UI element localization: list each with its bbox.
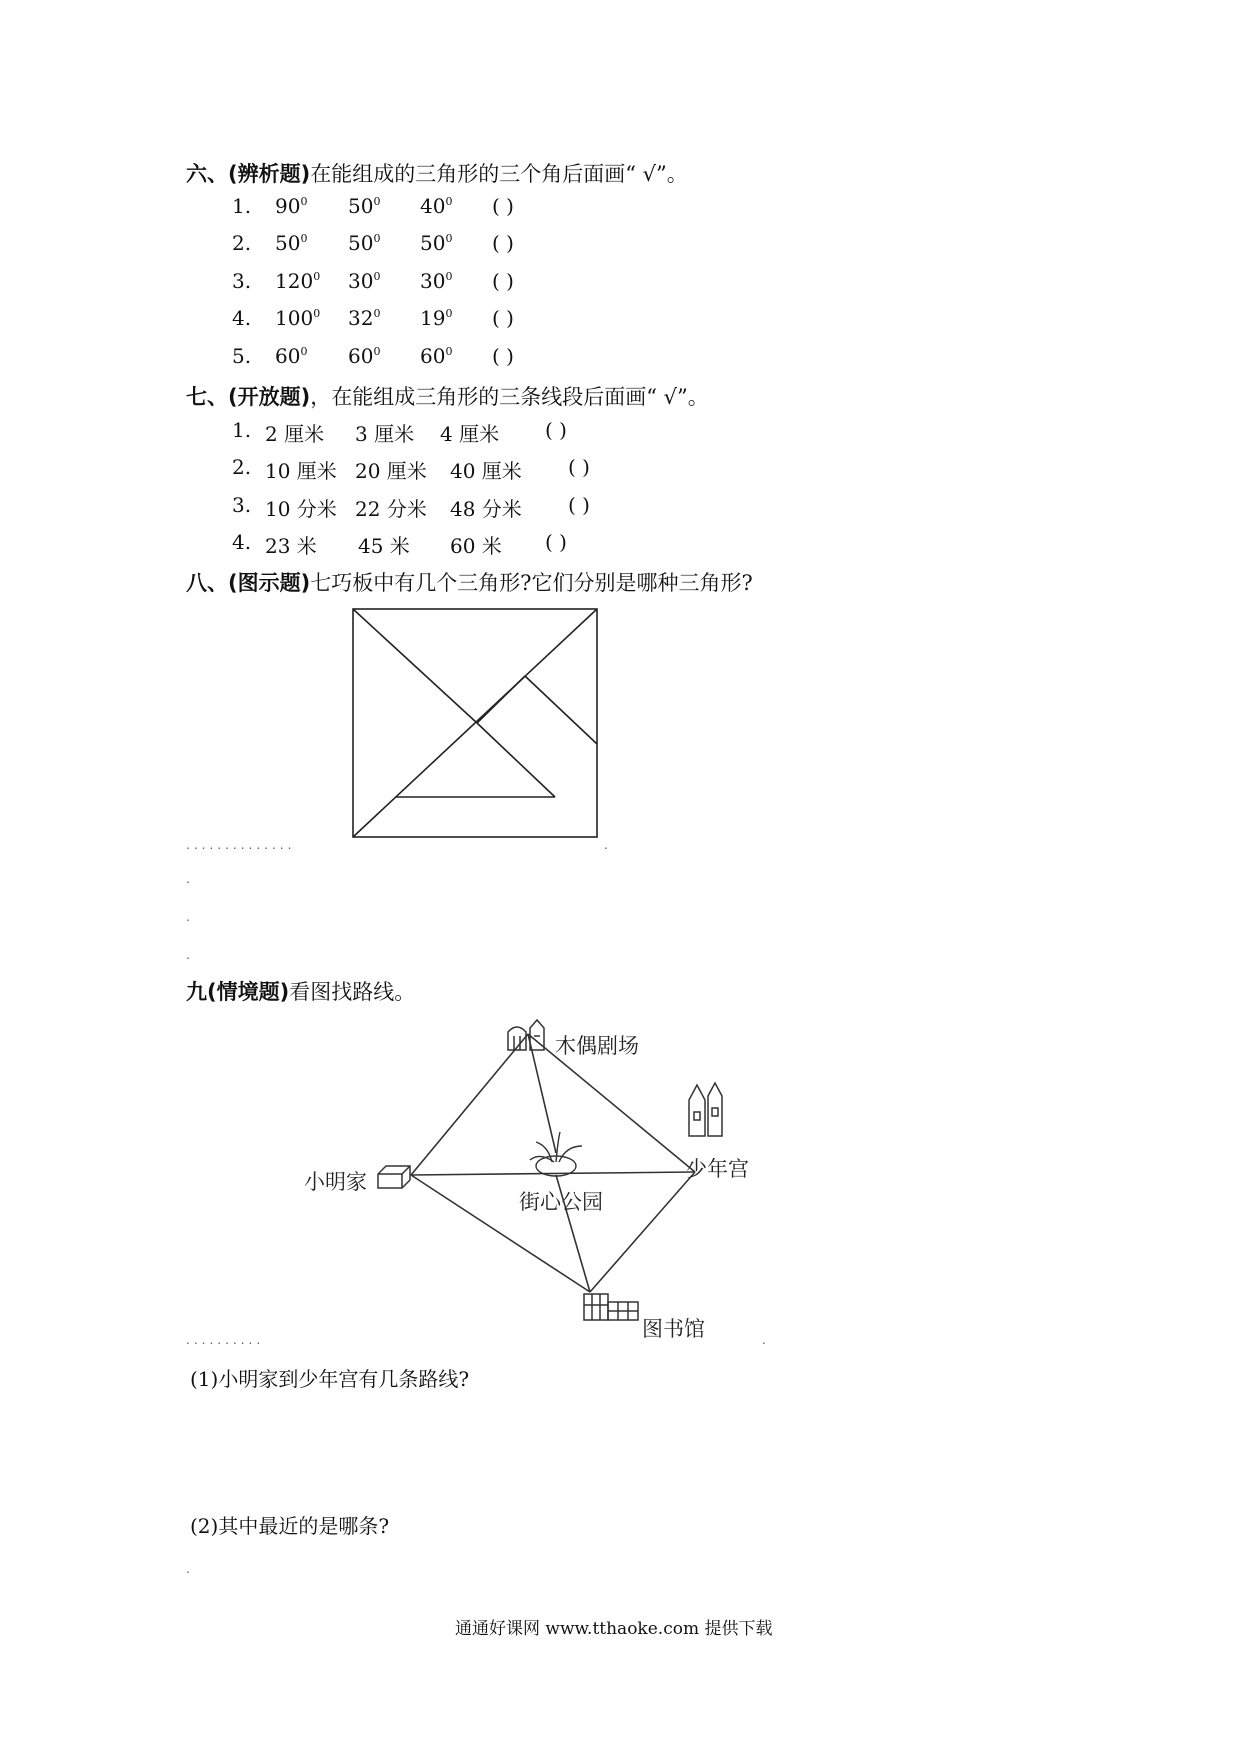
dot-mark: . — [186, 948, 190, 962]
home-label: 小明家 — [304, 1170, 367, 1194]
length-b: 22 分米 — [355, 497, 427, 521]
section6-tag: (辨析题) — [228, 162, 311, 186]
dot-mark: . — [186, 1562, 190, 1576]
degree-mark: 0 — [445, 195, 453, 208]
item-number: 3. — [232, 493, 252, 517]
answer-blank[interactable]: ( ) — [492, 194, 514, 218]
answer-blank[interactable]: ( ) — [492, 344, 514, 368]
degree-mark: 0 — [313, 270, 321, 283]
length-c: 48 分米 — [450, 497, 522, 521]
road-home-theater — [411, 1034, 528, 1175]
item-number: 2. — [232, 231, 252, 255]
section6-number: 六、 — [186, 162, 228, 186]
question-1: (1)小明家到少年宫有几条路线? — [190, 1367, 470, 1391]
dot-mark: . — [186, 910, 190, 924]
question-2: (2)其中最近的是哪条? — [190, 1514, 390, 1538]
dotted-line: .......... — [186, 1333, 265, 1347]
palace-icon — [689, 1083, 722, 1136]
footer-credit: 通通好课网 www.tthaoke.com 提供下载 — [455, 1619, 773, 1639]
length-b: 20 厘米 — [355, 459, 427, 483]
item-number: 5. — [232, 344, 252, 368]
length-a: 2 厘米 — [265, 422, 325, 446]
dot-mark: . — [604, 838, 608, 852]
angle-b: $30^0$ — [348, 269, 381, 293]
angle-b: $50^0$ — [348, 231, 381, 255]
angle-c: $60^0$ — [420, 344, 453, 368]
angle-a: $60^0$ — [275, 344, 308, 368]
degree-mark: 0 — [445, 270, 453, 283]
length-a: 10 厘米 — [265, 459, 337, 483]
degree-mark: 0 — [300, 345, 308, 358]
item-number: 4. — [232, 306, 252, 330]
item-number: 1. — [232, 418, 252, 442]
section9-tag: (情境题) — [207, 980, 290, 1004]
length-c: 40 厘米 — [450, 459, 522, 483]
item-number: 2. — [232, 455, 252, 479]
section9-text: 看图找路线。 — [289, 980, 416, 1004]
palace-label: 少年宫 — [686, 1157, 749, 1181]
length-c: 4 厘米 — [440, 422, 500, 446]
road-home-palace — [411, 1172, 695, 1175]
section6-text: 在能组成的三角形的三个角后面画“ √”。 — [310, 162, 688, 186]
angle-b: $50^0$ — [348, 194, 381, 218]
degree-mark: 0 — [300, 232, 308, 245]
answer-blank[interactable]: ( ) — [568, 455, 590, 479]
section7-text: ，在能组成三角形的三条线段后面画“ √”。 — [310, 385, 709, 409]
item-number: 3. — [232, 269, 252, 293]
angle-b: $60^0$ — [348, 344, 381, 368]
road-library-palace — [590, 1172, 695, 1292]
answer-blank[interactable]: ( ) — [492, 231, 514, 255]
angle-c: $19^0$ — [420, 306, 453, 330]
theater-label: 木偶剧场 — [555, 1034, 639, 1058]
dot-mark: . — [186, 872, 190, 886]
library-label: 图书馆 — [642, 1317, 705, 1341]
answer-blank[interactable]: ( ) — [545, 418, 567, 442]
angle-a: $100^0$ — [275, 306, 321, 330]
home-icon — [378, 1166, 410, 1188]
length-c: 60 米 — [450, 534, 502, 558]
answer-blank[interactable]: ( ) — [568, 493, 590, 517]
dot-mark: . — [762, 1333, 766, 1347]
section9-number: 九 — [186, 980, 207, 1004]
degree-mark: 0 — [373, 195, 381, 208]
section8-tag: (图示题) — [228, 571, 311, 595]
degree-mark: 0 — [373, 345, 381, 358]
section7-tag: (开放题) — [228, 385, 311, 409]
angle-a: $50^0$ — [275, 231, 308, 255]
degree-mark: 0 — [373, 270, 381, 283]
angle-c: $40^0$ — [420, 194, 453, 218]
item-number: 1. — [232, 194, 252, 218]
section7-number: 七、 — [186, 385, 228, 409]
library-icon — [584, 1294, 638, 1320]
angle-a: $120^0$ — [275, 269, 321, 293]
degree-mark: 0 — [445, 232, 453, 245]
theater-icon — [508, 1020, 544, 1050]
angle-a: $90^0$ — [275, 194, 308, 218]
angle-c: $30^0$ — [420, 269, 453, 293]
degree-mark: 0 — [313, 307, 321, 320]
angle-b: $32^0$ — [348, 306, 381, 330]
answer-blank[interactable]: ( ) — [492, 306, 514, 330]
answer-blank[interactable]: ( ) — [492, 269, 514, 293]
degree-mark: 0 — [300, 195, 308, 208]
section8-number: 八、 — [186, 571, 228, 595]
length-b: 45 米 — [358, 534, 410, 558]
degree-mark: 0 — [373, 307, 381, 320]
item-number: 4. — [232, 530, 252, 554]
length-a: 23 米 — [265, 534, 317, 558]
park-icon — [530, 1132, 582, 1176]
length-b: 3 厘米 — [355, 422, 415, 446]
answer-blank[interactable]: ( ) — [545, 530, 567, 554]
section8-text: 七巧板中有几个三角形?它们分别是哪种三角形? — [310, 571, 753, 595]
park-label: 街心公园 — [519, 1190, 603, 1214]
degree-mark: 0 — [445, 345, 453, 358]
degree-mark: 0 — [445, 307, 453, 320]
degree-mark: 0 — [373, 232, 381, 245]
dotted-line: .............. — [186, 838, 296, 852]
length-a: 10 分米 — [265, 497, 337, 521]
road-theater-park — [528, 1034, 556, 1153]
angle-c: $50^0$ — [420, 231, 453, 255]
